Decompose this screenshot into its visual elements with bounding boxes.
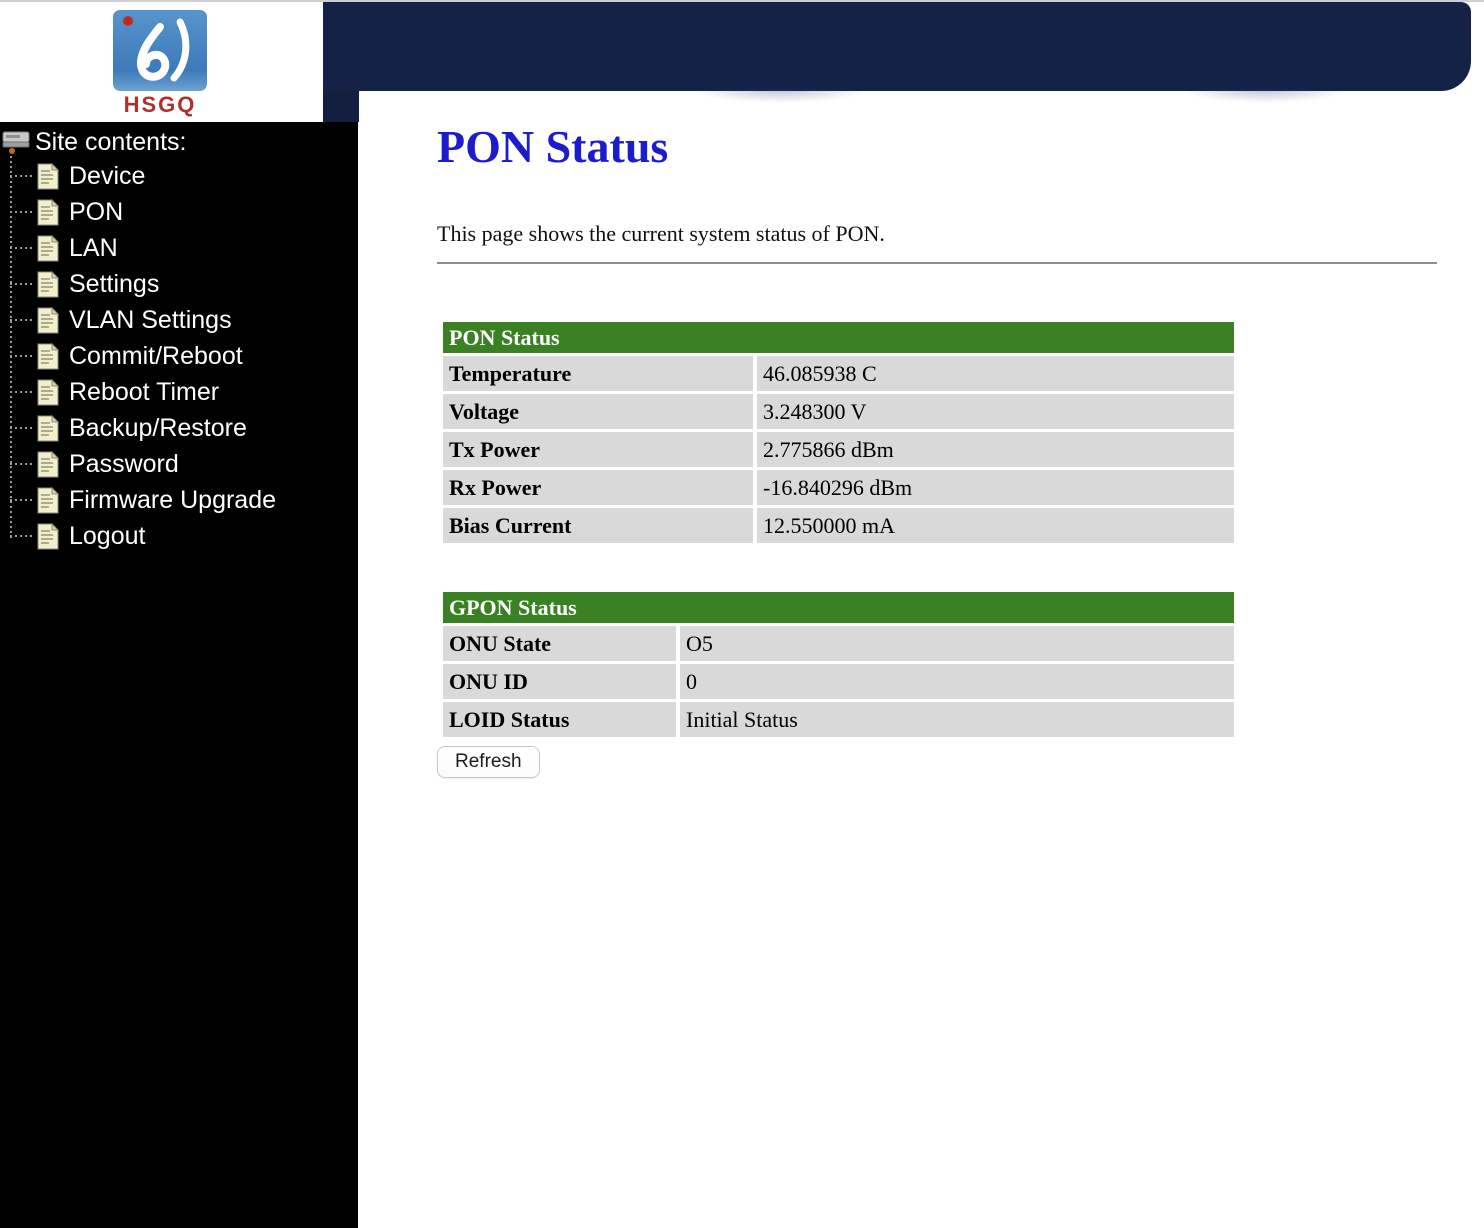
row-label: Tx Power <box>443 432 753 467</box>
sidebar-item-reboot-timer[interactable] <box>0 374 358 410</box>
document-icon <box>36 197 60 227</box>
tree-branch <box>10 175 34 177</box>
row-value: 0 <box>680 664 1234 699</box>
sidebar-item-vlan-settings[interactable] <box>0 302 358 338</box>
row-label: Voltage <box>443 394 753 429</box>
document-icon <box>36 161 60 191</box>
tree-branch <box>10 355 34 357</box>
sidebar-item-pon[interactable] <box>0 194 358 230</box>
table-row <box>443 626 1234 661</box>
row-label: LOID Status <box>443 702 676 737</box>
pon-table-header: PON Status <box>443 322 1234 353</box>
sidebar-item-firmware-upgrade[interactable] <box>0 482 358 518</box>
sidebar-item-backup-restore[interactable] <box>0 410 358 446</box>
sidebar-item-label: Device <box>69 161 146 190</box>
tree-branch <box>10 247 34 249</box>
document-icon <box>36 449 60 479</box>
table-row <box>443 664 1234 699</box>
computer-icon <box>2 129 32 155</box>
banner-shadow <box>1180 89 1350 103</box>
brand-text: HSGQ <box>123 92 197 117</box>
horizontal-rule <box>437 262 1437 264</box>
sidebar-item-logout[interactable] <box>0 518 358 554</box>
sidebar-item-password[interactable] <box>0 446 358 482</box>
table-row <box>443 702 1234 737</box>
document-icon <box>36 485 60 515</box>
sidebar-item-label: Reboot Timer <box>69 377 220 406</box>
sidebar-item-label: Password <box>69 449 179 478</box>
row-value: 46.085938 C <box>757 356 1234 391</box>
table-row <box>443 432 1234 467</box>
banner-shadow <box>690 89 870 103</box>
sidebar-item-label: LAN <box>69 233 118 262</box>
sidebar-item-label: PON <box>69 197 124 226</box>
row-label: ONU ID <box>443 664 676 699</box>
banner-corner-carve <box>359 91 429 122</box>
page-title: PON Status <box>437 121 669 172</box>
tree-branch <box>10 535 34 537</box>
table-row <box>443 356 1234 391</box>
sidebar-title: Site contents: <box>35 127 187 156</box>
table-row <box>443 394 1234 429</box>
sidebar-item-label: VLAN Settings <box>69 305 232 334</box>
row-label: Temperature <box>443 356 753 391</box>
tree-branch <box>10 211 34 213</box>
sidebar-item-settings[interactable] <box>0 266 358 302</box>
gpon-table-header: GPON Status <box>443 592 1234 623</box>
sidebar-item-lan[interactable] <box>0 230 358 266</box>
refresh-button[interactable]: Refresh <box>437 746 540 778</box>
row-value: -16.840296 dBm <box>757 470 1234 505</box>
sidebar-item-label: Settings <box>69 269 160 298</box>
document-icon <box>36 521 60 551</box>
row-value: 3.248300 V <box>757 394 1234 429</box>
row-value: O5 <box>680 626 1234 661</box>
document-icon <box>36 269 60 299</box>
sidebar-item-label: Firmware Upgrade <box>69 485 277 514</box>
document-icon <box>36 305 60 335</box>
hsgq-logo-icon <box>113 10 207 91</box>
tree-branch <box>10 427 34 429</box>
row-value: 12.550000 mA <box>757 508 1234 543</box>
gpon-status-table <box>443 592 1234 740</box>
sidebar-item-label: Logout <box>69 521 146 550</box>
sidebar <box>0 122 358 1228</box>
sidebar-header <box>0 126 186 158</box>
header-banner <box>323 2 1471 91</box>
document-icon <box>36 377 60 407</box>
sidebar-item-label: Commit/Reboot <box>69 341 243 370</box>
document-icon <box>36 341 60 371</box>
tree-branch <box>10 319 34 321</box>
tree-branch <box>10 499 34 501</box>
tree-branch <box>10 463 34 465</box>
sidebar-item-device[interactable] <box>0 158 358 194</box>
table-row <box>443 470 1234 505</box>
pon-status-table <box>443 322 1234 546</box>
document-icon <box>36 233 60 263</box>
row-label: ONU State <box>443 626 676 661</box>
row-label: Bias Current <box>443 508 753 543</box>
document-icon <box>36 413 60 443</box>
sidebar-item-commit-reboot[interactable] <box>0 338 358 374</box>
tree-branch <box>10 283 34 285</box>
logo-block <box>0 2 323 122</box>
row-value: 2.775866 dBm <box>757 432 1234 467</box>
table-row <box>443 508 1234 543</box>
row-value: Initial Status <box>680 702 1234 737</box>
page-description: This page shows the current system status of PON. <box>437 221 885 246</box>
sidebar-item-label: Backup/Restore <box>69 413 247 442</box>
row-label: Rx Power <box>443 470 753 505</box>
tree-branch <box>10 391 34 393</box>
sidebar-menu <box>0 158 358 554</box>
